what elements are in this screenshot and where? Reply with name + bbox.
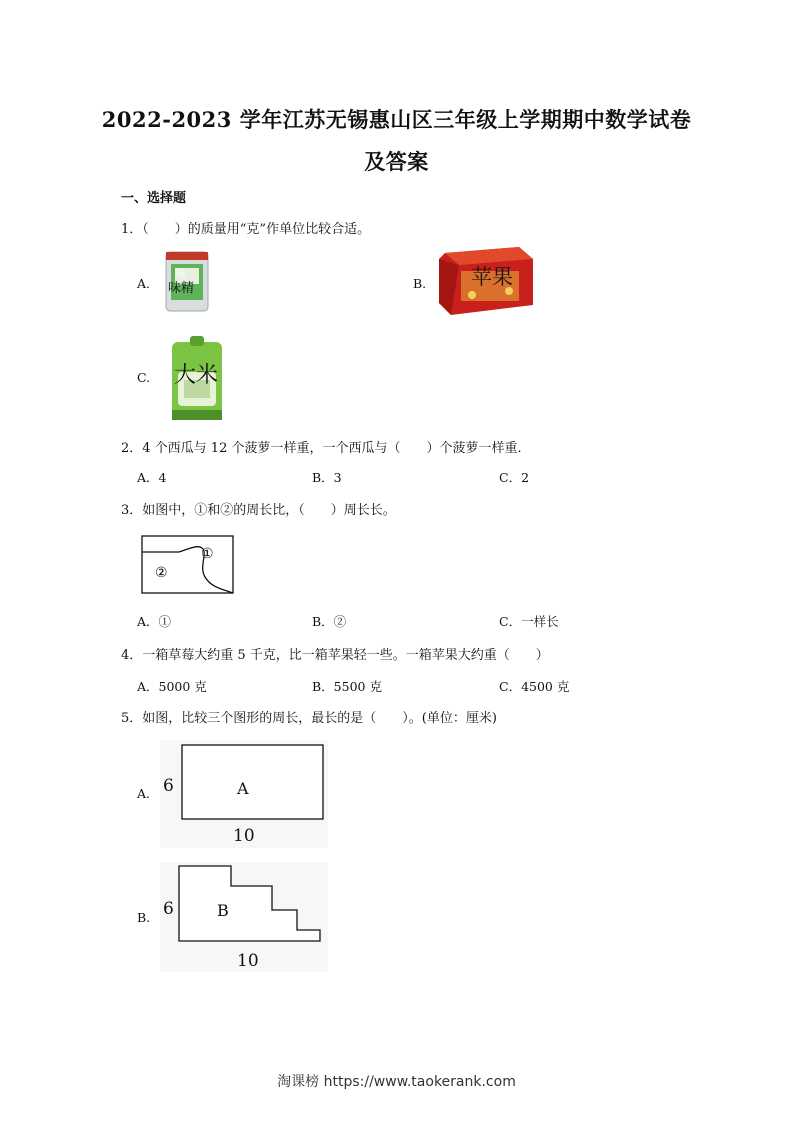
section-heading: 一、选择题 [121,191,187,206]
page-title: 2022-2023 学年江苏无锡惠山区三年级上学期期中数学试卷 [101,107,692,132]
figure-a-width-label: 10 [233,826,255,846]
question-5-option-b: B. [137,910,151,925]
figure-b-width-label: 10 [237,951,259,971]
rice-bag-label: 大米 [174,363,219,388]
footer-watermark: 淘课榜 https://www.taokerank.com [277,1074,516,1090]
figure-region-2-label: ② [155,565,168,581]
question-3-stem: 3．如图中，①和②的周长比，（ ）周长长。 [121,503,396,518]
question-4-option-b: B．5500 克 [312,679,382,694]
page-title-line2: 及答案 [364,149,429,174]
figure-b-height-label: 6 [163,899,174,919]
question-4-option-c: C．4500 克 [499,679,570,694]
msg-bag-image [163,250,211,313]
question-3-option-a: A．① [137,614,172,629]
question-1-option-b: B. [413,276,427,291]
question-4-option-a: A．5000 克 [137,679,207,694]
figure-region-1-label: ① [201,546,214,562]
question-3-figure [141,535,235,595]
question-5-figure-a [160,740,328,848]
question-5-stem: 5．如图，比较三个图形的周长，最长的是（ ）。(单位：厘米) [121,711,497,726]
figure-a-name: A [237,779,249,798]
question-2-stem: 2．4 个西瓜与 12 个菠萝一样重，一个西瓜与（ ）个菠萝一样重． [121,441,531,456]
question-3-option-c: C．一样长 [499,614,559,629]
figure-b-name: B [217,901,229,920]
question-2-option-c: C．2 [499,470,530,485]
question-1-option-c: C. [137,370,151,385]
question-4-stem: 4．一箱草莓大约重 5 千克，比一箱苹果轻一些。一箱苹果大约重（ ） [121,648,549,663]
question-2-option-b: B．3 [312,470,342,485]
question-3-option-b: B．② [312,614,347,629]
question-1-stem: 1．（ ）的质量用“克”作单位比较合适。 [121,222,371,237]
question-5-figure-b [160,862,328,972]
msg-bag-small-label: 味 [176,269,186,280]
question-5-option-a: A. [137,786,151,801]
apple-box-label: 苹果 [471,265,513,289]
apple-box-image [437,245,535,317]
rice-bag-image [168,336,226,422]
msg-bag-label: 味精 [168,281,195,296]
question-2-option-a: A．4 [137,470,167,485]
figure-a-height-label: 6 [163,776,174,796]
question-1-option-a: A. [137,276,151,291]
